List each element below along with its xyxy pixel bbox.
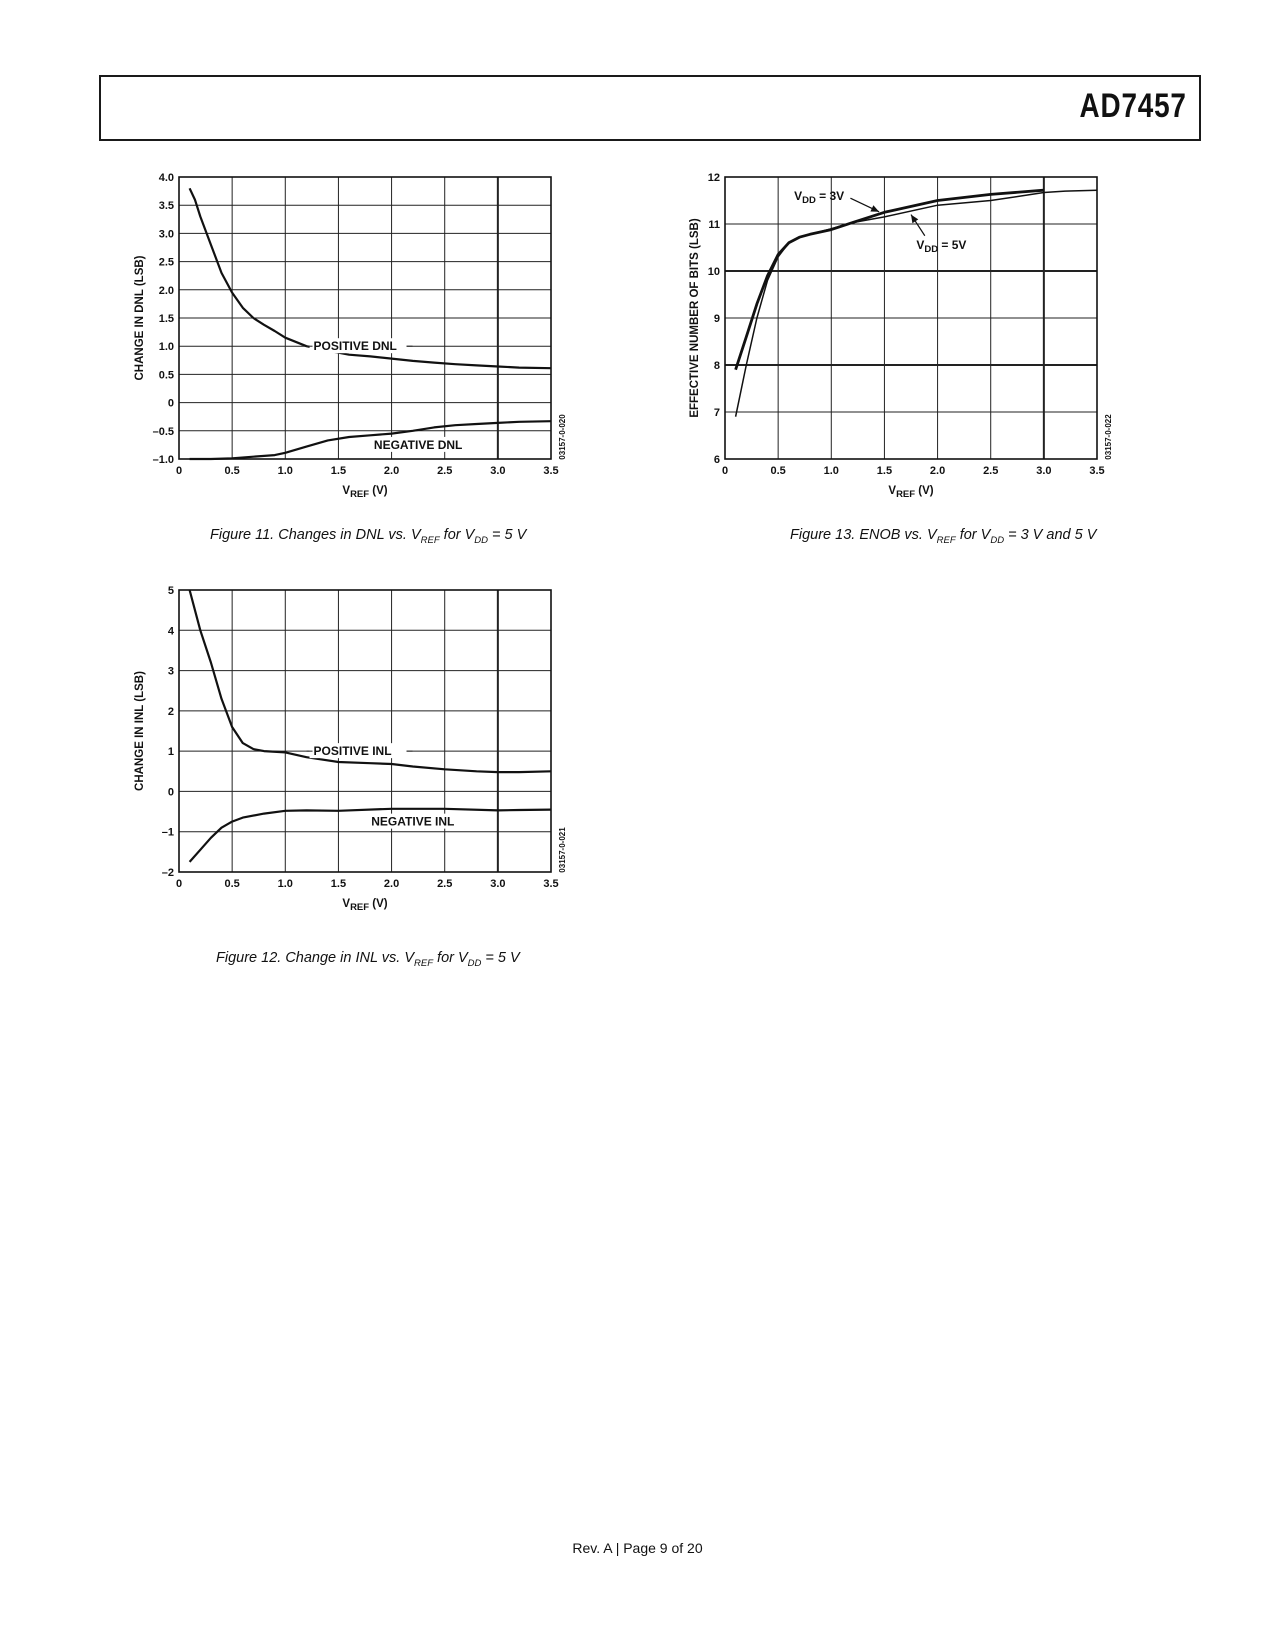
y-tick-label: 3 bbox=[167, 665, 174, 678]
positive-series-label: POSITIVE DNL bbox=[313, 339, 397, 354]
header-box bbox=[99, 75, 1201, 141]
y-tick-label: –0.5 bbox=[152, 425, 174, 438]
y-tick-label: 7 bbox=[713, 407, 720, 419]
x-tick-label: 2.5 bbox=[437, 878, 453, 890]
vdd-3v-label: $V_{DD} = 3V$ bbox=[794, 188, 845, 206]
x-tick-label: 2.0 bbox=[383, 878, 400, 890]
x-tick-label: 0.5 bbox=[224, 465, 240, 477]
x-tick-label: 1.5 bbox=[876, 465, 893, 477]
y-tick-label: 10 bbox=[707, 266, 720, 278]
x-tick-label: 0 bbox=[175, 465, 183, 477]
figure-id: 03157-0-022 bbox=[1104, 414, 1113, 460]
x-tick-label: 3.0 bbox=[1036, 465, 1052, 477]
y-tick-label: 0 bbox=[167, 786, 174, 799]
x-axis-title: $V_{REF}$ (V) bbox=[342, 898, 388, 913]
x-tick-label: 3.5 bbox=[543, 465, 559, 477]
dnl-chart bbox=[120, 165, 590, 515]
y-tick-label: –1 bbox=[161, 826, 174, 839]
positive-series-label: POSITIVE INL bbox=[313, 744, 392, 759]
enob-chart bbox=[690, 165, 1160, 515]
x-tick-label: 0.5 bbox=[224, 878, 240, 890]
x-tick-label: 1.0 bbox=[823, 465, 839, 477]
y-tick-label: 2.5 bbox=[158, 256, 174, 269]
x-tick-label: 2.5 bbox=[983, 465, 999, 477]
vdd-5v-label: $V_{DD} = 5V$ bbox=[916, 238, 967, 256]
figure-11-caption: Figure 11. Changes in DNL vs. $V_{REF}$ for $V_{DD} = 5$ V bbox=[210, 527, 527, 546]
y-tick-label: 3.0 bbox=[158, 228, 174, 241]
annotation-arrowhead bbox=[911, 215, 918, 224]
x-tick-label: 1.5 bbox=[330, 878, 347, 890]
x-tick-label: 1.0 bbox=[277, 465, 293, 477]
x-tick-label: 3.5 bbox=[543, 878, 559, 890]
y-tick-label: 9 bbox=[713, 313, 720, 325]
negative-series-label: NEGATIVE INL bbox=[371, 814, 455, 829]
y-tick-label: 0 bbox=[167, 397, 174, 410]
y-tick-label: 1.0 bbox=[158, 341, 174, 354]
y-axis-title: CHANGE IN DNL (LSB) bbox=[134, 255, 146, 381]
y-tick-label: 1 bbox=[167, 746, 174, 759]
y-tick-label: 4.0 bbox=[158, 172, 174, 184]
figure-12-caption: Figure 12. Change in INL vs. $V_{REF}$ for $V_{DD} = 5$ V bbox=[216, 950, 520, 969]
y-tick-label: –1.0 bbox=[152, 454, 174, 466]
x-axis-title: $V_{REF}$ (V) bbox=[342, 485, 388, 500]
page-footer: Rev. A | Page 9 of 20 bbox=[572, 1540, 703, 1556]
x-tick-label: 1.0 bbox=[277, 878, 293, 890]
y-axis-title: EFFECTIVE NUMBER OF BITS (LSB) bbox=[689, 218, 701, 418]
figure-id: 03157-0-021 bbox=[558, 827, 567, 873]
negative-series-label: NEGATIVE DNL bbox=[373, 437, 463, 452]
y-tick-label: 11 bbox=[708, 219, 720, 231]
y-tick-label: 1.5 bbox=[158, 313, 174, 325]
figure-id: 03157-0-020 bbox=[558, 414, 567, 460]
y-axis-title: CHANGE IN INL (LSB) bbox=[134, 671, 146, 791]
y-tick-label: 8 bbox=[713, 360, 720, 372]
x-tick-label: 2.0 bbox=[929, 465, 946, 477]
x-tick-label: 2.0 bbox=[383, 465, 400, 477]
y-tick-label: 3.5 bbox=[158, 200, 174, 213]
inl-chart bbox=[120, 578, 590, 928]
y-tick-label: 0.5 bbox=[158, 369, 174, 382]
x-tick-label: 0.5 bbox=[770, 465, 786, 477]
y-tick-label: 5 bbox=[167, 585, 174, 597]
x-axis-title: $V_{REF}$ (V) bbox=[888, 485, 934, 500]
x-tick-label: 0 bbox=[175, 878, 183, 890]
x-tick-label: 3.0 bbox=[490, 878, 506, 890]
y-tick-label: 4 bbox=[167, 625, 174, 638]
y-tick-label: 12 bbox=[707, 172, 720, 184]
y-tick-label: 2.0 bbox=[158, 284, 174, 297]
part-number: AD7457 bbox=[1079, 87, 1187, 125]
y-tick-label: 6 bbox=[713, 454, 720, 466]
y-tick-label: 2 bbox=[167, 705, 174, 718]
x-tick-label: 3.5 bbox=[1089, 465, 1105, 477]
x-tick-label: 3.0 bbox=[490, 465, 506, 477]
x-tick-label: 2.5 bbox=[437, 465, 453, 477]
y-tick-label: –2 bbox=[161, 867, 174, 879]
x-tick-label: 0 bbox=[721, 465, 729, 477]
figure-13-caption: Figure 13. ENOB vs. $V_{REF}$ for $V_{DD} = 3$ V and 5 V bbox=[790, 527, 1097, 546]
series-line-a bbox=[736, 190, 1044, 370]
x-tick-label: 1.5 bbox=[330, 465, 347, 477]
